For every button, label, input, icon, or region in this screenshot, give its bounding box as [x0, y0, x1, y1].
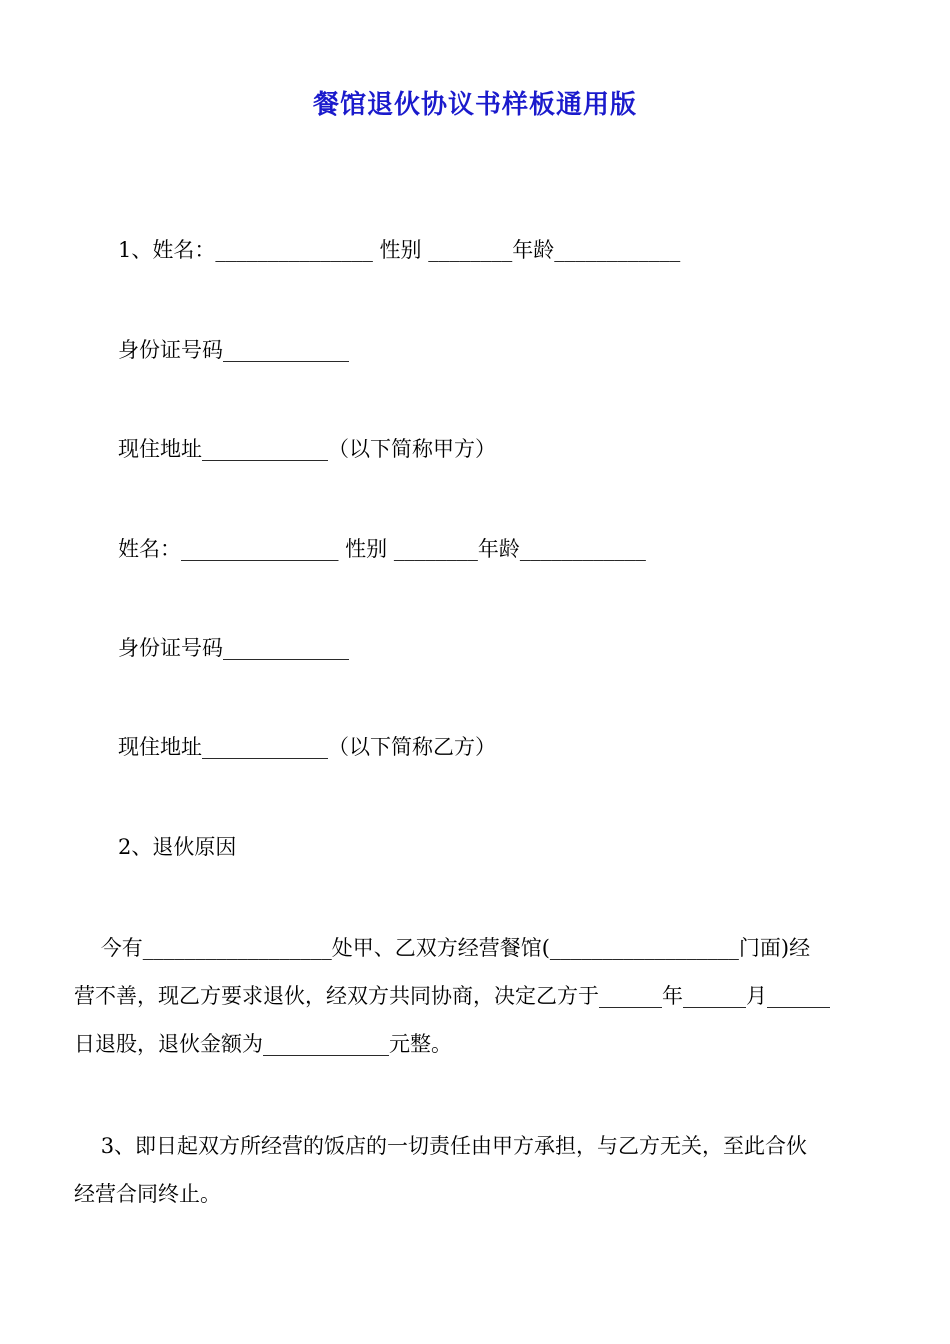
section-3-line-1: 3、即日起双方所经营的饭店的一切责任由甲方承担，与乙方无关，至此合伙 — [74, 1134, 808, 1158]
section-2-heading: 2、退伙原因 — [118, 835, 237, 859]
party-b-id-line: 身份证号码____________ — [118, 636, 349, 660]
section-2-line-3: 日退股，退伙金额为____________元整。 — [74, 1032, 452, 1056]
party-a-id-line: 身份证号码____________ — [118, 338, 349, 362]
party-b-name-line: 姓名：_______________ 性别 ________年龄____________ — [118, 537, 646, 561]
section-2-paragraph — [74, 924, 880, 1068]
party-a-address-line: 现住地址____________（以下简称甲方） — [118, 437, 496, 461]
section-2-line-2: 营不善，现乙方要求退伙，经双方共同协商，决定乙方于______年______月______ — [74, 984, 830, 1008]
party-a-name-line: 1、姓名：_______________ 性别 ________年龄____________ — [118, 238, 681, 262]
party-b-address-line: 现住地址____________（以下简称乙方） — [118, 735, 496, 759]
section-3-paragraph — [74, 1122, 880, 1218]
section-2-line-1: 今有__________________处甲、乙双方经营餐馆(__________________门面)经 — [74, 936, 811, 960]
section-3-line-2: 经营合同终止。 — [74, 1182, 221, 1206]
document-title: 餐馆退伙协议书样板通用版 — [312, 90, 637, 120]
